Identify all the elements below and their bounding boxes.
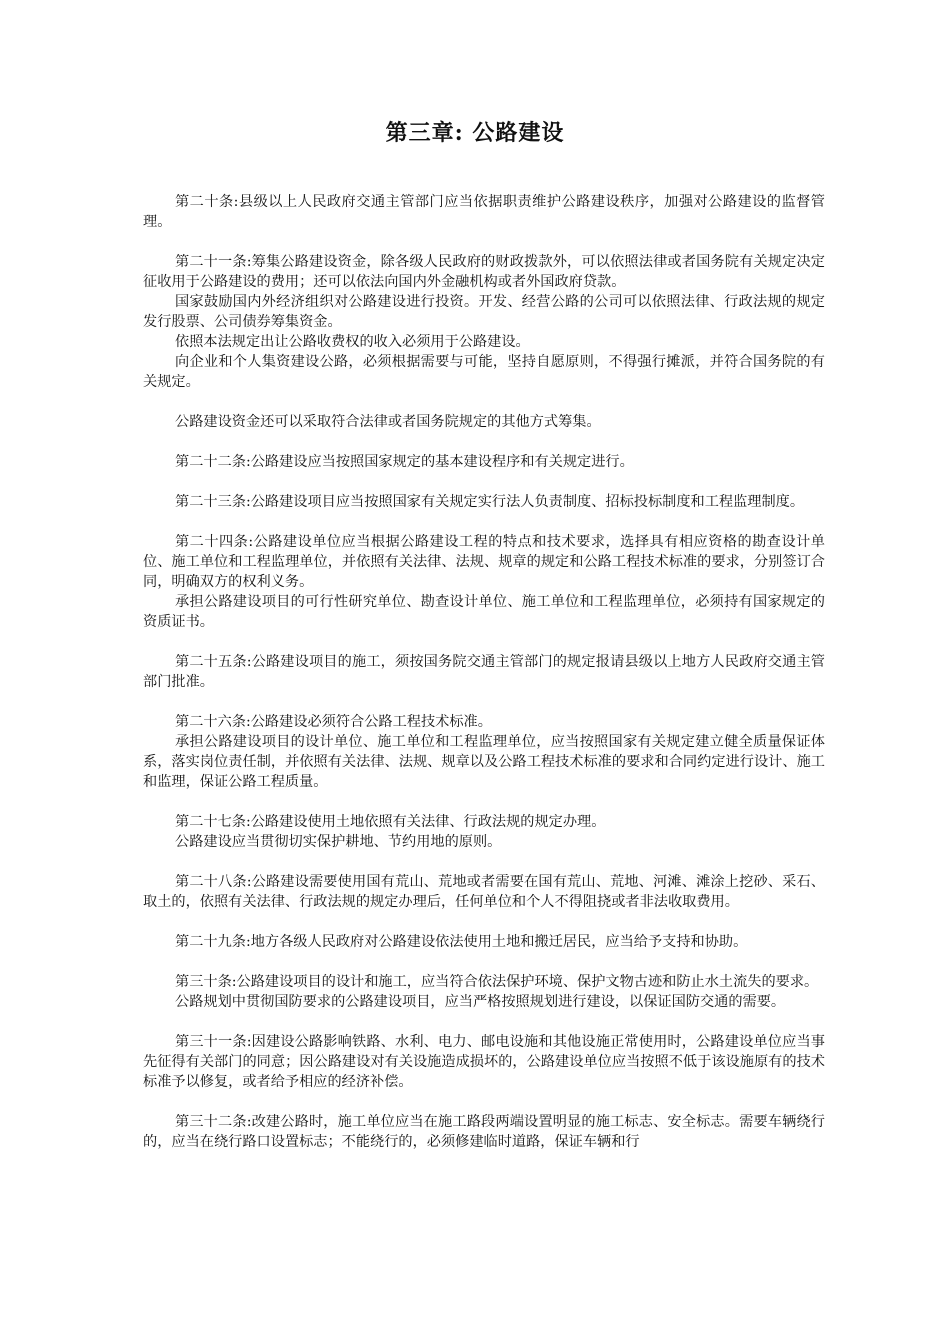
article-24-clause: 承担公路建设项目的可行性研究单位、勘查设计单位、施工单位和工程监理单位，必须持有国家规定的资质证书。 bbox=[143, 594, 825, 630]
paragraph-spacer bbox=[143, 1012, 825, 1032]
article-22: 第二十二条:公路建设应当按照国家规定的基本建设程序和有关规定进行。 bbox=[175, 454, 634, 470]
article-26-clause: 承担公路建设项目的设计单位、施工单位和工程监理单位，应当按照国家有关规定建立健全质量保证体系，落实岗位责任制，并依照有关法律、法规、规章以及公路工程技术标准的要求和合同约定进行设计、施工和监理，保证公路工程质量。 bbox=[143, 734, 825, 790]
article-27: 第二十七条:公路建设使用土地依照有关法律、行政法规的规定办理。 bbox=[175, 814, 606, 830]
paragraph-spacer bbox=[143, 852, 825, 872]
article-30: 第三十条:公路建设项目的设计和施工，应当符合依法保护环境、保护文物古迹和防止水土流失的要求。 bbox=[175, 974, 819, 990]
article-23: 第二十三条:公路建设项目应当按照国家有关规定实行法人负责制度、招标投标制度和工程监理制度。 bbox=[175, 494, 805, 510]
article-21-clause: 依照本法规定出让公路收费权的收入必须用于公路建设。 bbox=[175, 334, 530, 350]
article-27-clause: 公路建设应当贯彻切实保护耕地、节约用地的原则。 bbox=[175, 834, 502, 850]
paragraph-spacer bbox=[143, 632, 825, 652]
paragraph-spacer bbox=[143, 392, 825, 412]
paragraph-spacer bbox=[143, 692, 825, 712]
document-body bbox=[143, 192, 825, 1152]
paragraph-spacer bbox=[143, 952, 825, 972]
paragraph-spacer bbox=[143, 792, 825, 812]
paragraph-spacer bbox=[143, 232, 825, 252]
article-21-clause: 公路建设资金还可以采取符合法律或者国务院规定的其他方式筹集。 bbox=[175, 414, 601, 430]
chapter-title: 第三章: 公路建设 bbox=[385, 120, 565, 146]
article-21-clause: 向企业和个人集资建设公路，必须根据需要与可能，坚持自愿原则，不得强行摊派，并符合国务院的有关规定。 bbox=[143, 354, 825, 390]
paragraph-spacer bbox=[143, 472, 825, 492]
article-31: 第三十一条:因建设公路影响铁路、水利、电力、邮电设施和其他设施正常使用时，公路建设单位应当事先征得有关部门的同意；因公路建设对有关设施造成损坏的，公路建设单位应当按照不低于该设施原有的技术标准予以修复，或者给予相应的经济补偿。 bbox=[143, 1034, 825, 1090]
paragraph-spacer bbox=[143, 512, 825, 532]
article-29: 第二十九条:地方各级人民政府对公路建设依法使用土地和搬迁居民，应当给予支持和协助。 bbox=[175, 934, 748, 950]
article-21-clause: 国家鼓励国内外经济组织对公路建设进行投资。开发、经营公路的公司可以依照法律、行政法规的规定发行股票、公司债券筹集资金。 bbox=[143, 294, 825, 330]
article-24: 第二十四条:公路建设单位应当根据公路建设工程的特点和技术要求，选择具有相应资格的勘查设计单位、施工单位和工程监理单位，并依照有关法律、法规、规章的规定和公路工程技术标准的要求，分别签订合同，明确双方的权利义务。 bbox=[143, 534, 825, 590]
article-28: 第二十八条:公路建设需要使用国有荒山、荒地或者需要在国有荒山、荒地、河滩、滩涂上挖砂、采石、取土的，依照有关法律、行政法规的规定办理后，任何单位和个人不得阻挠或者非法收取费用。 bbox=[143, 874, 825, 910]
article-25: 第二十五条:公路建设项目的施工，须按国务院交通主管部门的规定报请县级以上地方人民政府交通主管部门批准。 bbox=[143, 654, 825, 690]
paragraph-spacer bbox=[143, 912, 825, 932]
article-30-clause: 公路规划中贯彻国防要求的公路建设项目，应当严格按照规划进行建设，以保证国防交通的需要。 bbox=[175, 994, 786, 1010]
article-26: 第二十六条:公路建设必须符合公路工程技术标准。 bbox=[175, 714, 492, 730]
article-21: 第二十一条:筹集公路建设资金，除各级人民政府的财政拨款外，可以依照法律或者国务院有关规定决定征收用于公路建设的费用；还可以依法向国内外金融机构或者外国政府贷款。 bbox=[143, 254, 825, 290]
paragraph-spacer bbox=[143, 432, 825, 452]
paragraph-spacer bbox=[143, 1092, 825, 1112]
article-20: 第二十条:县级以上人民政府交通主管部门应当依据职责维护公路建设秩序，加强对公路建设的监督管理。 bbox=[143, 194, 825, 230]
article-32: 第三十二条:改建公路时，施工单位应当在施工路段两端设置明显的施工标志、安全标志。需要车辆绕行的，应当在绕行路口设置标志；不能绕行的，必须修建临时道路，保证车辆和行 bbox=[143, 1114, 825, 1150]
